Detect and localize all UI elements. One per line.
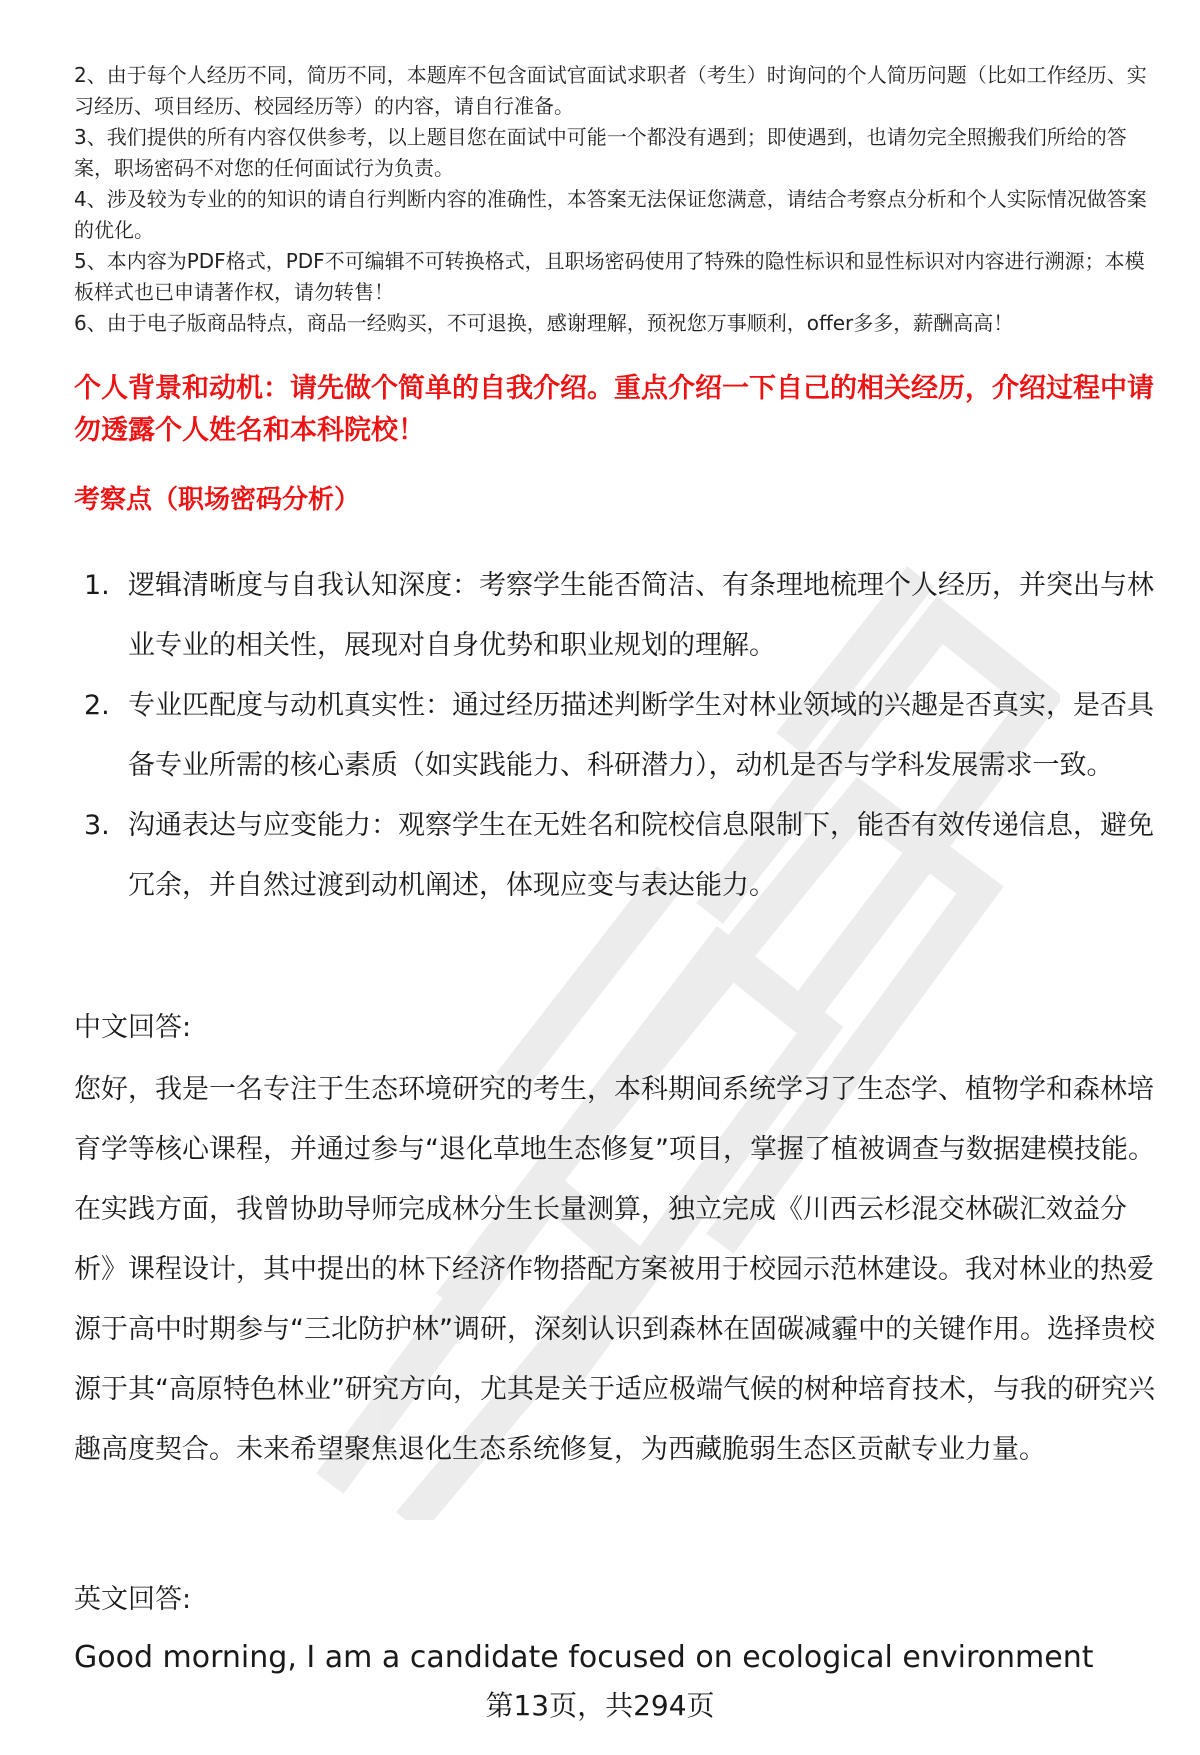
list-item-number: 2.: [84, 690, 110, 721]
list-item: [74, 796, 1154, 916]
exam-points-heading: 考察点（职场密码分析）: [74, 485, 361, 515]
page-number-footer: 第13页，共294页: [485, 1689, 715, 1722]
note-item: 4、涉及较为专业的的知识的请自行判断内容的准确性，本答案无法保证您满意，请结合考察点分析和个人实际情况做答案的优化。: [74, 187, 1147, 242]
note-item: 3、我们提供的所有内容仅供参考，以上题目您在面试中可能一个都没有遇到；即使遇到，也请勿完全照搬我们所给的答案，职场密码不对您的任何面试行为负责。: [74, 125, 1127, 180]
list-item-number: 1.: [84, 570, 110, 601]
note-item: 5、本内容为PDF格式，PDF不可编辑不可转换格式，且职场密码使用了特殊的隐性标识和显性标识对内容进行溯源；本模板样式也已申请著作权，请勿转售！: [74, 249, 1145, 304]
list-item-text: 沟通表达与应变能力：观察学生在无姓名和院校信息限制下，能否有效传递信息，避免冗余，并自然过渡到动机阐述，体现应变与表达能力。: [128, 810, 1154, 901]
disclaimer-notes: [74, 60, 1164, 339]
english-answer-text: Good morning, I am a candidate focused on ecological environment: [74, 1640, 1094, 1675]
exam-points-list: [74, 556, 1154, 916]
list-item-number: 3.: [84, 810, 110, 841]
question-heading: 个人背景和动机：请先做个简单的自我介绍。重点介绍一下自己的相关经历，介绍过程中请勿透露个人姓名和本科院校！: [74, 373, 1154, 446]
list-item: [74, 676, 1154, 796]
list-item-text: 专业匹配度与动机真实性：通过经历描述判断学生对林业领域的兴趣是否真实，是否具备专业所需的核心素质（如实践能力、科研潜力），动机是否与学科发展需求一致。: [128, 690, 1154, 781]
chinese-answer-text: 您好，我是一名专注于生态环境研究的考生，本科期间系统学习了生态学、植物学和森林培育学等核心课程，并通过参与“退化草地生态修复”项目，掌握了植被调查与数据建模技能。在实践方面，我曾协助导师完成林分生长量测算，独立完成《川西云杉混交林碳汇效益分析》课程设计，其中提出的林下经济作物搭配方案被用于校园示范林建设。我对林业的热爱源于高中时期参与“三北防护林”调研，深刻认识到森林在固碳减霾中的关键作用。选择贵校源于其“高原特色林业”研究方向，尤其是关于适应极端气候的树种培育技术，与我的研究兴趣高度契合。未来希望聚焦退化生态系统修复，为西藏脆弱生态区贡献专业力量。: [74, 1074, 1155, 1465]
note-item: 6、由于电子版商品特点，商品一经购买，不可退换，感谢理解，预祝您万事顺利，offer多多，薪酬高高！: [74, 311, 1014, 335]
list-item-text: 逻辑清晰度与自我认知深度：考察学生能否简洁、有条理地梳理个人经历，并突出与林业专业的相关性，展现对自身优势和职业规划的理解。: [128, 570, 1154, 661]
chinese-answer-label: 中文回答:: [74, 1012, 192, 1043]
note-item: 2、由于每个人经历不同，简历不同，本题库不包含面试官面试求职者（考生）时询问的个人简历问题（比如工作经历、实习经历、项目经历、校园经历等）的内容，请自行准备。: [74, 63, 1147, 118]
list-item: [74, 556, 1154, 676]
english-answer-label: 英文回答:: [74, 1584, 192, 1615]
